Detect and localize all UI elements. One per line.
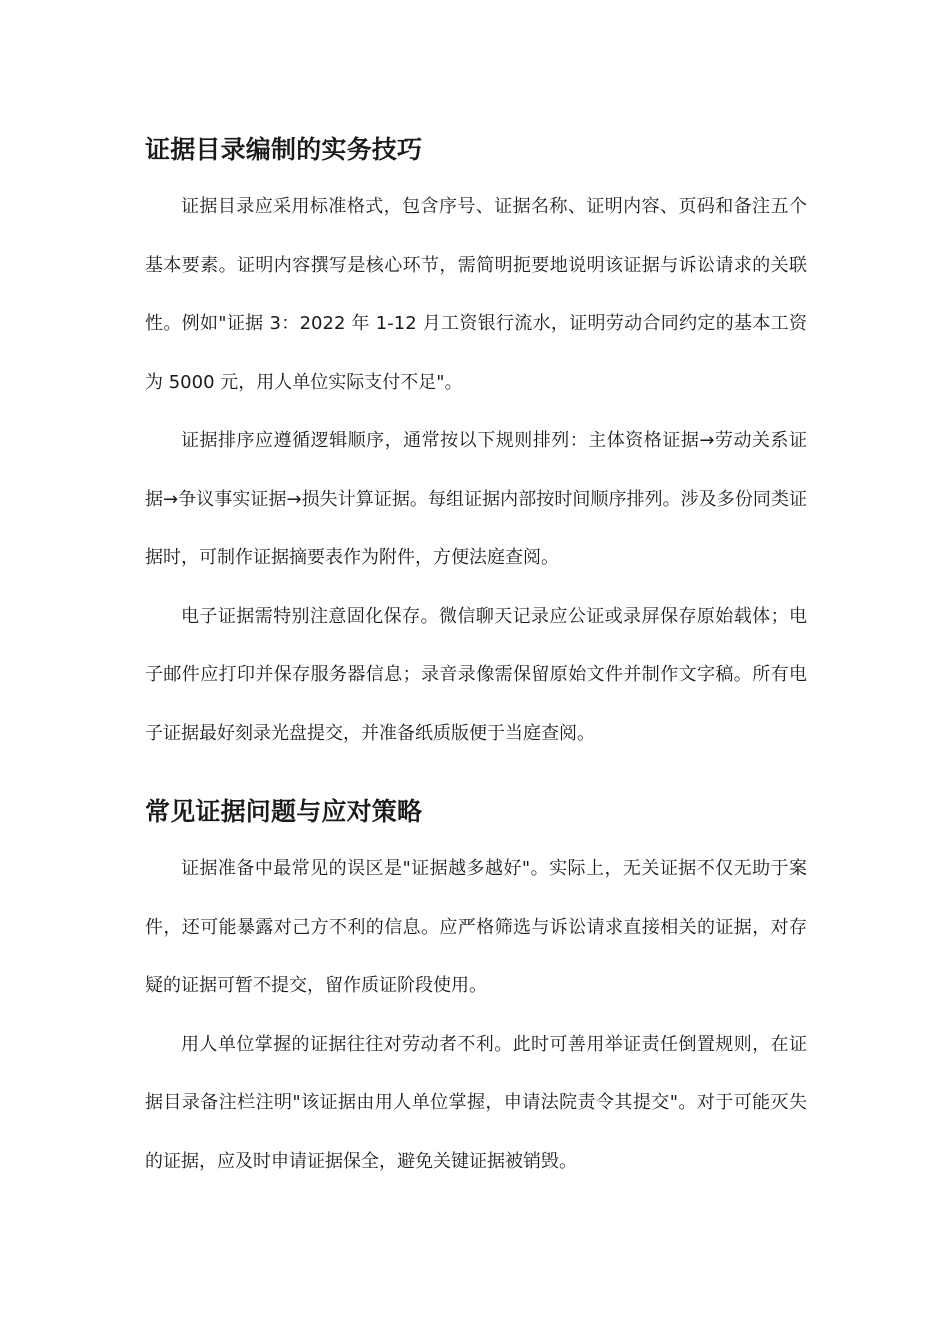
paragraph-catalog-format: 证据目录应采用标准格式，包含序号、证据名称、证明内容、页码和备注五个基本要素。证明内容撰写是核心环节，需简明扼要地说明该证据与诉讼请求的关联性。例如"证据 3：2022 年 1-12 月工资银行流水，证明劳动合同约定的基本工资为 5000 元，用人单位实际支付不足"。 (145, 196, 807, 393)
section-title-evidence-catalog: 证据目录编制的实务技巧 (145, 135, 423, 164)
paragraph-electronic-evidence: 电子证据需特别注意固化保存。微信聊天记录应公证或录屏保存原始载体；电子邮件应打印并保存服务器信息；录音录像需保留原始文件并制作文字稿。所有电子证据最好刻录光盘提交，并准备纸质版便于当庭查阅。 (145, 605, 807, 744)
section-title-common-problems: 常见证据问题与应对策略 (145, 797, 423, 826)
paragraph-more-is-not-better: 证据准备中最常见的误区是"证据越多越好"。实际上，无关证据不仅无助于案件，还可能暴露对己方不利的信息。应严格筛选与诉讼请求直接相关的证据，对存疑的证据可暂不提交，留作质证阶段使用。 (145, 858, 807, 996)
document-page (145, 128, 807, 1191)
paragraph-catalog-order: 证据排序应遵循逻辑顺序，通常按以下规则排列：主体资格证据→劳动关系证据→争议事实证据→损失计算证据。每组证据内部按时间顺序排列。涉及多份同类证据时，可制作证据摘要表作为附件，方便法庭查阅。 (145, 430, 807, 568)
paragraph-burden-of-proof: 用人单位掌握的证据往往对劳动者不利。此时可善用举证责任倒置规则，在证据目录备注栏注明"该证据由用人单位掌握，申请法院责令其提交"。对于可能灭失的证据，应及时申请证据保全，避免关键证据被销毁。 (145, 1033, 807, 1172)
